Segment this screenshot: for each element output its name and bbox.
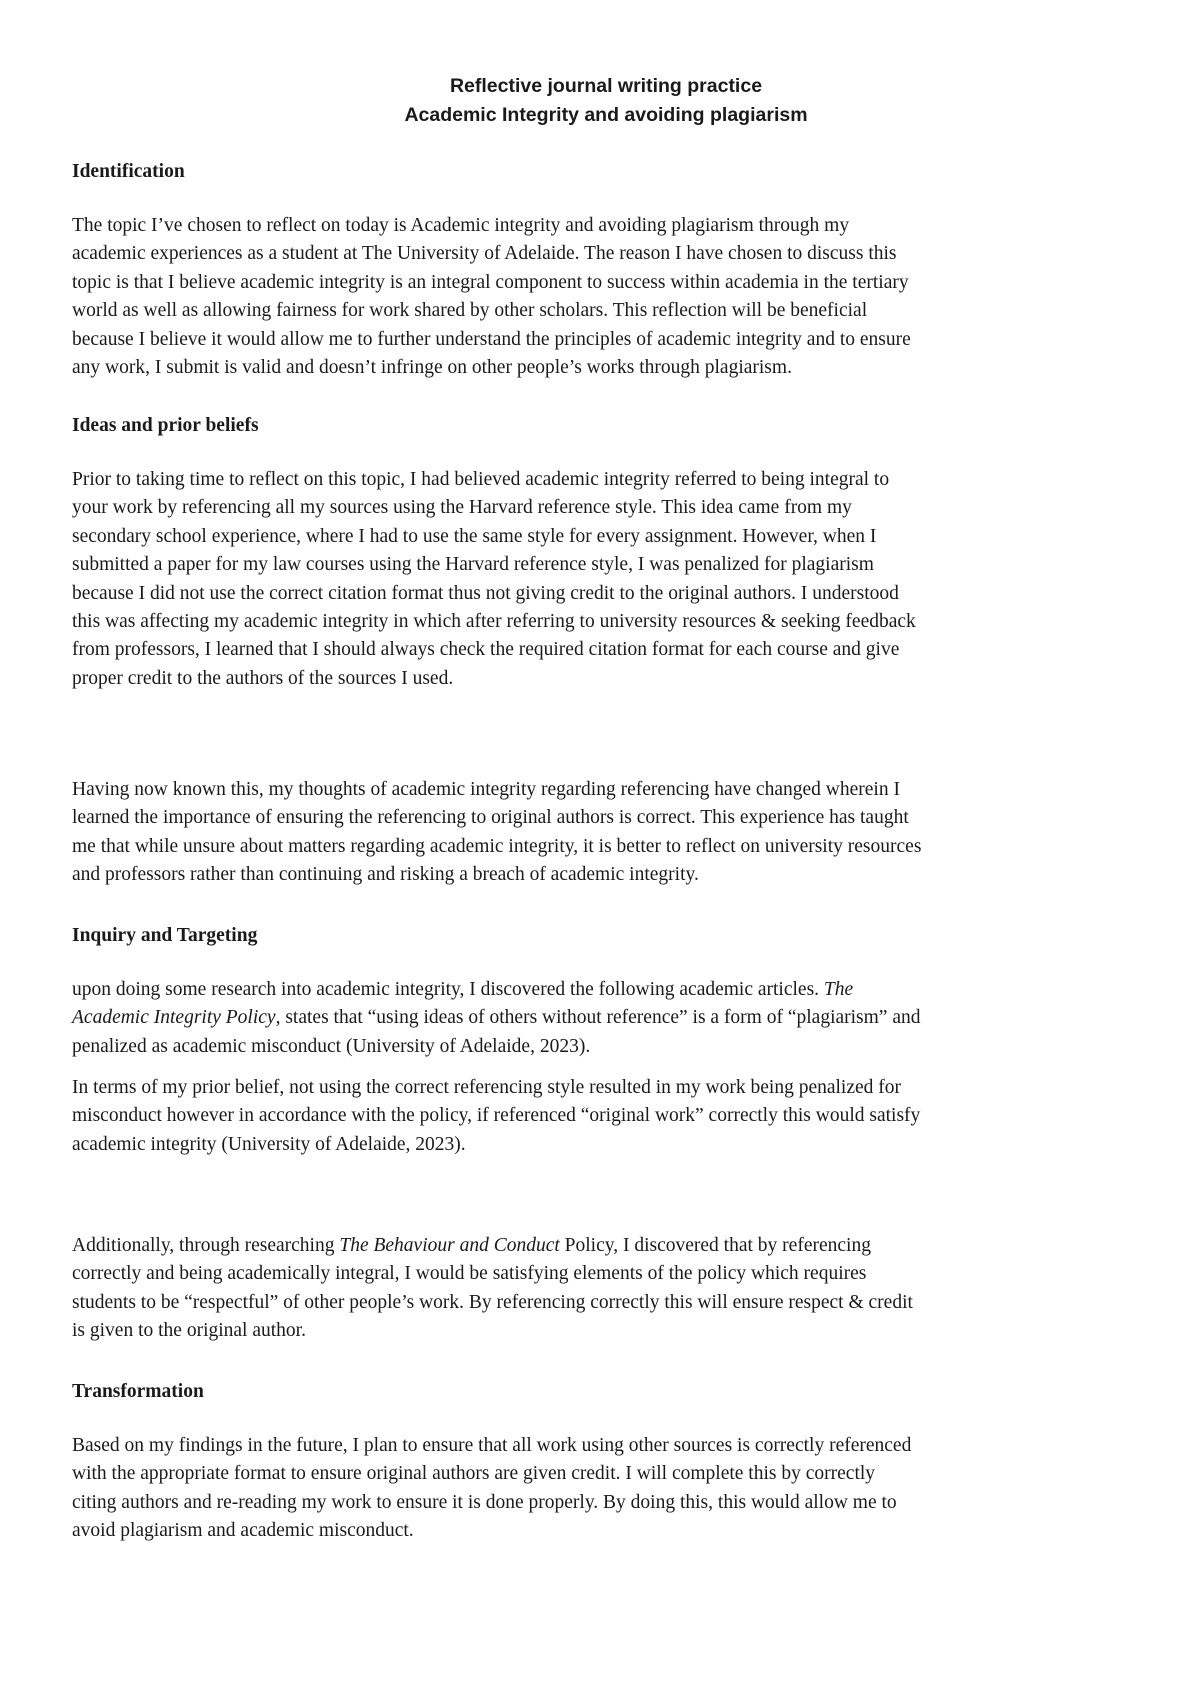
text-line: learned the importance of ensuring the referencing to original authors is correct. This experience has taught — [72, 807, 909, 829]
text-line: Based on my findings in the future, I plan to ensure that all work using other sources is correctly referenced — [72, 1435, 912, 1456]
text-run: upon doing some research into academic integrity, I discovered the following academic articles. — [72, 979, 824, 1000]
paragraph-identification — [72, 212, 1140, 382]
text-run: Additionally, through researching — [72, 1235, 340, 1256]
text-line: is given to the original author. — [72, 1320, 306, 1342]
text-line — [72, 1232, 1140, 1260]
paragraph-ideas-1 — [72, 466, 1140, 693]
title-line-2: Academic Integrity and avoiding plagiarism — [404, 104, 808, 126]
text-line: penalized as academic misconduct (University of Adelaide, 2023). — [72, 1035, 591, 1057]
text-line: with the appropriate format to ensure original authors are given credit. I will complete this by correctly — [72, 1463, 876, 1485]
paragraph-ideas-2 — [72, 776, 1140, 890]
italic-title: Academic Integrity Policy — [72, 1007, 276, 1029]
text-line: from professors, I learned that I should always check the required citation format for each course and give — [72, 639, 900, 661]
heading-transformation: Transformation — [72, 1381, 204, 1402]
document-page — [72, 72, 1140, 1542]
text-line: world as well as allowing fairness for work shared by other scholars. This reflection will be beneficial — [72, 300, 868, 322]
document-title — [72, 72, 1140, 130]
text-run: Policy, I discovered that by referencing — [559, 1235, 871, 1256]
text-line: correctly and being academically integral, I would be satisfying elements of the policy which requires — [72, 1263, 867, 1285]
text-run: , states that “using ideas of others without reference” is a form of “plagiarism” and — [275, 1007, 921, 1029]
text-line: misconduct however in accordance with the policy, if referenced “original work” correctly this would satisfy — [72, 1105, 921, 1127]
text-line: citing authors and re-reading my work to ensure it is done properly. By doing this, this would allow me to — [72, 1491, 897, 1513]
heading-inquiry: Inquiry and Targeting — [72, 925, 258, 946]
text-line — [72, 1004, 1140, 1032]
text-line: this was affecting my academic integrity in which after referring to university resources & seeking feedback — [72, 611, 916, 633]
text-line: because I did not use the correct citation format thus not giving credit to the original authors. I understood — [72, 582, 899, 604]
paragraph-inquiry-1 — [72, 976, 1140, 1061]
text-line: Having now known this, my thoughts of academic integrity regarding referencing have changed wherein I — [72, 779, 900, 800]
title-line-1: Reflective journal writing practice — [449, 75, 763, 97]
text-line: proper credit to the authors of the sources I used. — [72, 667, 454, 689]
text-line: any work, I submit is valid and doesn’t infringe on other people’s works through plagiarism. — [72, 357, 792, 379]
italic-title: The Behaviour and Conduct — [339, 1235, 560, 1256]
text-line: avoid plagiarism and academic misconduct. — [72, 1520, 414, 1542]
heading-identification: Identification — [72, 161, 185, 182]
text-line: your work by referencing all my sources using the Harvard reference style. This idea came from my — [72, 497, 852, 519]
text-line — [72, 976, 1140, 1004]
text-line: In terms of my prior belief, not using the correct referencing style resulted in my work being penalized for — [72, 1077, 902, 1098]
text-line: submitted a paper for my law courses using the Harvard reference style, I was penalized for plagiarism — [72, 554, 874, 576]
paragraph-inquiry-2 — [72, 1074, 1140, 1159]
text-line: me that while unsure about matters regarding academic integrity, it is better to reflect on university resources — [72, 835, 922, 857]
text-line: Prior to taking time to reflect on this topic, I had believed academic integrity referred to being integral to — [72, 469, 890, 490]
text-line: secondary school experience, where I had to use the same style for every assignment. However, when I — [72, 525, 877, 547]
italic-title: The — [823, 979, 854, 1000]
text-line: The topic I’ve chosen to reflect on today is Academic integrity and avoiding plagiarism through my — [72, 215, 850, 236]
paragraph-inquiry-3 — [72, 1232, 1140, 1346]
text-line: topic is that I believe academic integrity is an integral component to success within academia in the tertiary — [72, 271, 909, 293]
text-line: academic integrity (University of Adelaide, 2023). — [72, 1133, 466, 1155]
text-line: academic experiences as a student at The University of Adelaide. The reason I have chosen to discuss this — [72, 243, 897, 265]
text-line: students to be “respectful” of other people’s work. By referencing correctly this will ensure respect & credit — [72, 1291, 913, 1313]
paragraph-transformation — [72, 1432, 1140, 1546]
text-line: and professors rather than continuing and risking a breach of academic integrity. — [72, 864, 699, 886]
heading-ideas: Ideas and prior beliefs — [72, 415, 259, 436]
text-line: because I believe it would allow me to further understand the principles of academic integrity and to ensure — [72, 328, 911, 350]
